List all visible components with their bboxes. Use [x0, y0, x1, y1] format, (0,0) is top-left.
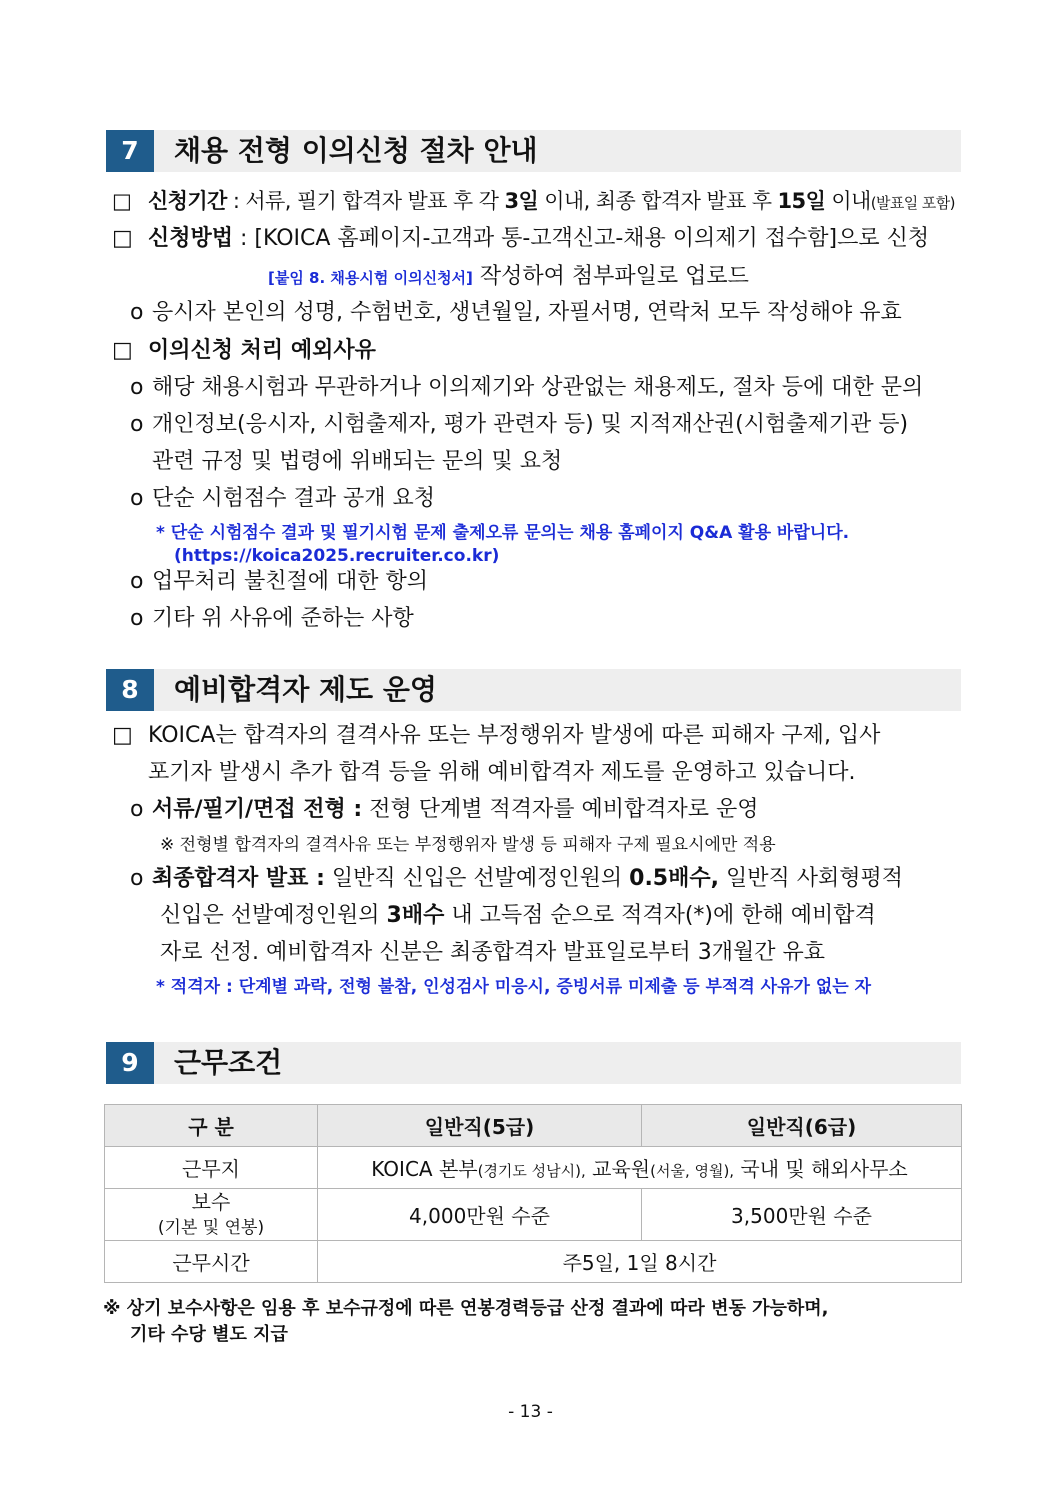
section-7-header [106, 130, 961, 172]
s7-exception-3: o 단순 시험점수 결과 공개 요청 [112, 484, 962, 514]
s7-exception-2: o 개인정보(응시자, 시험출제자, 평가 관련자 등) 및 지적재산권(시험출제기관 등) [112, 410, 962, 440]
table-cell: 보수 (기본 및 연봉) [105, 1189, 318, 1241]
section-8-title: 예비합격자 제도 운영 [174, 673, 437, 706]
s7-period-label: 신청기간 [148, 189, 227, 213]
table-cell: 주5일, 1일 8시간 [318, 1241, 962, 1283]
s7-valid-line: o 응시자 본인의 성명, 수험번호, 생년월일, 자필서명, 연락처 모두 작성해야 유효 [112, 298, 962, 328]
s8-bullet-1-note: ※ 전형별 합격자의 결격사유 또는 부정행위자 발생 등 피해자 구제 필요시에만 적용 [160, 835, 776, 855]
s8-eligibility-note: * 적격자 : 단계별 과락, 전형 불참, 인성검사 미응시, 증빙서류 미제출 등 부적격 사유가 없는 자 [156, 977, 872, 997]
s7-exception-4: o 업무처리 불친절에 대한 항의 [112, 567, 962, 597]
s8-bullet-2: o 최종합격자 발표 : 일반직 신입은 선발예정인원의 0.5배수, 일반직 사회형평적 [112, 864, 962, 894]
table-row [105, 1147, 962, 1189]
s7-qna-url: (https://koica2025.recruiter.co.kr) [174, 546, 500, 566]
section-8-header [106, 669, 961, 711]
page-number: - 13 - [508, 1402, 553, 1422]
s7-exception-1: o 해당 채용시험과 무관하거나 이의제기와 상관없는 채용제도, 절차 등에 대한 문의 [112, 373, 962, 403]
s7-exception-2-cont: 관련 규정 및 법령에 위배되는 문의 및 요청 [152, 449, 563, 474]
s7-period-line: □ 신청기간 : 서류, 필기 합격자 발표 후 각 3일 이내, 최종 합격자 발표 후 15일 이내(발표일 포함) [112, 186, 962, 218]
table-cell: 근무시간 [105, 1241, 318, 1283]
circle-bullet-icon: o [130, 300, 144, 325]
s7-method-attach-line: [붙임 8. 채용시험 이의신청서] 작성하여 첨부파일로 업로드 [268, 264, 749, 289]
circle-bullet-icon: o [130, 486, 144, 511]
s8-intro-line-2: 포기자 발생시 추가 합격 등을 위해 예비합격자 제도를 운영하고 있습니다. [148, 760, 856, 785]
circle-bullet-icon: o [130, 569, 144, 594]
checkbox-square-icon: □ [112, 226, 133, 251]
working-conditions-table [104, 1104, 962, 1283]
s8-bullet-2-line-2: 신입은 선발예정인원의 3배수 내 고득점 순으로 적격자(*)에 한해 예비합격 [160, 903, 876, 928]
s7-exception-3-note: * 단순 시험점수 결과 및 필기시험 문제 출제오류 문의는 채용 홈페이지 Q&A 활용 바랍니다. [156, 523, 850, 543]
s9-footnote-line-1: ※ 상기 보수사항은 임용 후 보수규정에 따른 연봉경력등급 산정 결과에 따라 변동 가능하며, [103, 1298, 829, 1319]
s8-bullet-1: o 서류/필기/면접 전형 : 전형 단계별 적격자를 예비합격자로 운영 [112, 795, 962, 825]
table-cell: 4,000만원 수준 [318, 1189, 642, 1241]
attachment-reference: [붙임 8. 채용시험 이의신청서] [268, 269, 473, 287]
circle-bullet-icon: o [130, 797, 144, 822]
section-8-number: 8 [106, 669, 154, 711]
s9-footnote-line-2: 기타 수당 별도 지급 [130, 1324, 288, 1345]
s8-intro-line-1: □ KOICA는 합격자의 결격사유 또는 부정행위자 발생에 따른 피해자 구제, 입사 [112, 721, 962, 751]
table-row [105, 1241, 962, 1283]
checkbox-square-icon: □ [112, 723, 133, 748]
table-header-cell: 구 분 [105, 1105, 318, 1147]
section-7-title: 채용 전형 이의신청 절차 안내 [174, 134, 538, 167]
table-header-cell: 일반직(5급) [318, 1105, 642, 1147]
table-cell: 3,500만원 수준 [642, 1189, 962, 1241]
circle-bullet-icon: o [130, 412, 144, 437]
s8-bullet-2-line-3: 자로 선정. 예비합격자 신분은 최종합격자 발표일로부터 3개월간 유효 [160, 940, 826, 965]
circle-bullet-icon: o [130, 375, 144, 400]
section-9-title: 근무조건 [174, 1046, 283, 1079]
checkbox-square-icon: □ [112, 189, 132, 213]
table-header-cell: 일반직(6급) [642, 1105, 962, 1147]
section-7-number: 7 [106, 130, 154, 172]
table-row [105, 1189, 962, 1241]
circle-bullet-icon: o [130, 606, 144, 631]
section-9-header [106, 1042, 961, 1084]
s7-method-label: 신청방법 [148, 226, 234, 251]
s7-exception-5: o 기타 위 사유에 준하는 사항 [112, 604, 962, 634]
section-9-number: 9 [106, 1042, 154, 1084]
circle-bullet-icon: o [130, 866, 144, 891]
table-cell: 근무지 [105, 1147, 318, 1189]
checkbox-square-icon: □ [112, 338, 133, 363]
table-header-row [105, 1105, 962, 1147]
s7-method-line: □ 신청방법 : [KOICA 홈페이지-고객과 통-고객신고-채용 이의제기 접수함]으로 신청 [112, 224, 962, 254]
table-cell: KOICA 본부(경기도 성남시), 교육원(서울, 영월), 국내 및 해외사무소 [318, 1147, 962, 1189]
s7-exception-title-line: □ 이의신청 처리 예외사유 [112, 336, 962, 366]
